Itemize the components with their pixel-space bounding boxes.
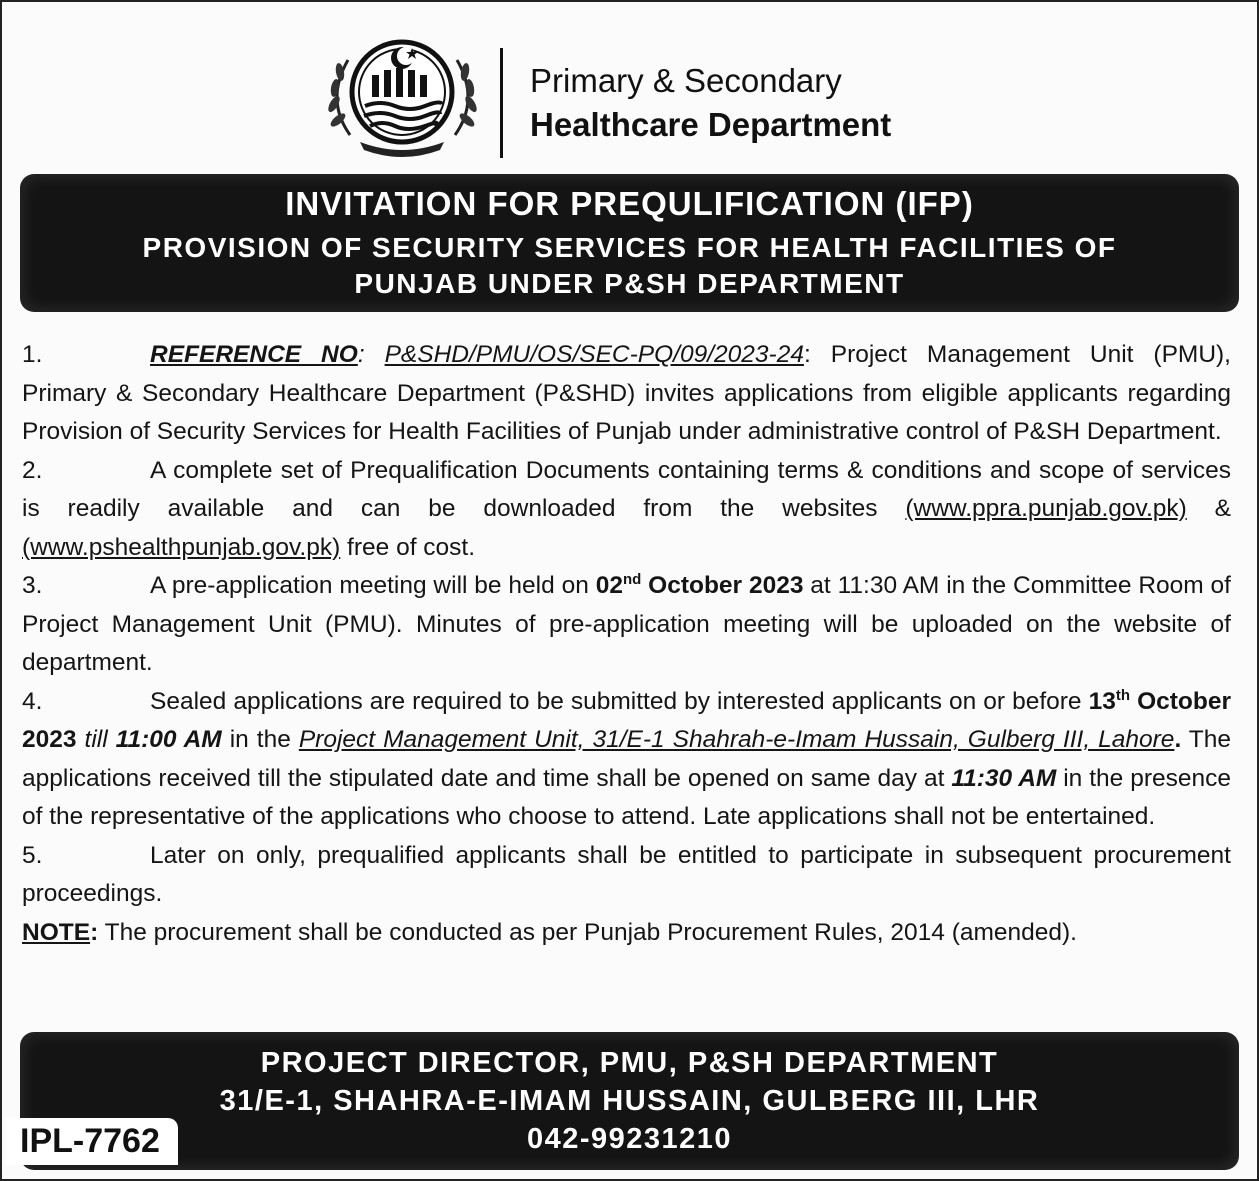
contact-banner: [20, 1032, 1239, 1170]
ipl-code: IPL-7762: [6, 1118, 178, 1165]
paragraph-text: A pre-application meeting will be held on: [150, 572, 596, 599]
header-divider: [500, 48, 503, 158]
note-colon: :: [90, 918, 99, 946]
meeting-date-suffix: nd: [622, 570, 642, 588]
paragraph-number: 4.: [22, 687, 43, 715]
paragraph-text: till: [76, 726, 116, 753]
paragraph-1: [22, 336, 1231, 452]
ppra-website-link[interactable]: (www.ppra.punjab.gov.pk): [905, 495, 1187, 522]
submission-time: 11:00 AM: [115, 726, 222, 753]
paragraph-3: [22, 567, 1231, 683]
paragraph-text: Later on only, prequalified applicants shall be entitled to participate in subsequent procurement proceedings.: [22, 841, 1231, 907]
notice-title: INVITATION FOR PREQULIFICATION (IFP): [285, 185, 974, 222]
paragraph-text: A complete set of Prequalification Documents containing terms & conditions and scope of services is readily available and can be downloaded from the websites: [22, 456, 1231, 522]
meeting-date-month: October 2023: [641, 572, 804, 599]
meeting-date-day: 02: [595, 572, 623, 599]
reference-label: REFERENCE NO: [150, 341, 358, 368]
meeting-date: [596, 572, 804, 599]
header: [320, 30, 1020, 165]
opening-time: 11:30 AM: [951, 764, 1057, 792]
note: [22, 914, 1231, 953]
paragraph-text: Sealed applications are required to be submitted by interested applicants on or before: [150, 687, 1089, 715]
paragraph-5: [22, 837, 1231, 914]
pshealth-website-link[interactable]: (www.pshealthpunjab.gov.pk): [22, 533, 341, 561]
paragraph-number: 2.: [22, 456, 43, 484]
paragraph-text: at 11:30 AM in the Committee Room of Project Management Unit (PMU). Minutes of pre-application meeting will be uploaded on the website of department.: [22, 572, 1231, 676]
paragraph-number: 1.: [22, 341, 43, 368]
notice-subtitle-line2: PUNJAB UNDER P&SH DEPARTMENT: [354, 268, 905, 299]
punjab-government-emblem-icon: [320, 30, 485, 158]
title-banner: [20, 174, 1239, 312]
notice-subtitle-line1: PROVISION OF SECURITY SERVICES FOR HEALTH FACILITIES OF: [142, 232, 1117, 263]
submission-date-month: October 2023: [22, 687, 1231, 753]
paragraph-4: [22, 683, 1231, 837]
paragraph-text: in the: [221, 726, 299, 753]
paragraph-text: &: [1186, 495, 1231, 522]
contact-phone: 042-99231210: [526, 1123, 733, 1155]
note-text: The procurement shall be conducted as per Punjab Procurement Rules, 2014 (amended).: [98, 918, 1077, 946]
contact-address: 31/E-1, SHAHRA-E-IMAM HUSSAIN, GULBERG III, LHR: [219, 1085, 1040, 1117]
note-label: NOTE: [22, 918, 91, 946]
paragraph-2: [22, 452, 1231, 568]
paragraph-number: 5.: [22, 841, 43, 869]
reference-number: P&SHD/PMU/OS/SEC-PQ/09/2023-24: [384, 341, 804, 368]
submission-date-day: 13: [1088, 687, 1116, 715]
paragraph-text: .: [1174, 726, 1182, 753]
department-name-line1: Primary & Secondary: [530, 62, 842, 99]
submission-date-suffix: th: [1115, 686, 1131, 704]
paragraph-number: 3.: [22, 572, 43, 599]
contact-title: PROJECT DIRECTOR, PMU, P&SH DEPARTMENT: [260, 1047, 999, 1079]
reference-separator: :: [357, 341, 385, 368]
submission-address: Project Management Unit, 31/E-1 Shahrah-e-Imam Hussain, Gulberg III, Lahore: [298, 726, 1175, 753]
paragraph-text: The applications received till the stipulated date and time shall be opened on same day at: [22, 726, 1232, 792]
notice-body: [22, 336, 1231, 952]
paragraph-text: : Project Management Unit (PMU), Primary & Secondary Healthcare Department (P&SHD) invites applications from eligible applicants regarding Provision of Security Services for Health Facilities of Punjab under administrative control of P&SH Department.: [22, 341, 1231, 445]
department-name-line2: Healthcare Department: [530, 106, 892, 143]
paragraph-text: in the presence of the representative of the applications who choose to attend. Late applications shall not be entertained.: [22, 764, 1231, 830]
paragraph-text: free of cost.: [340, 533, 476, 561]
